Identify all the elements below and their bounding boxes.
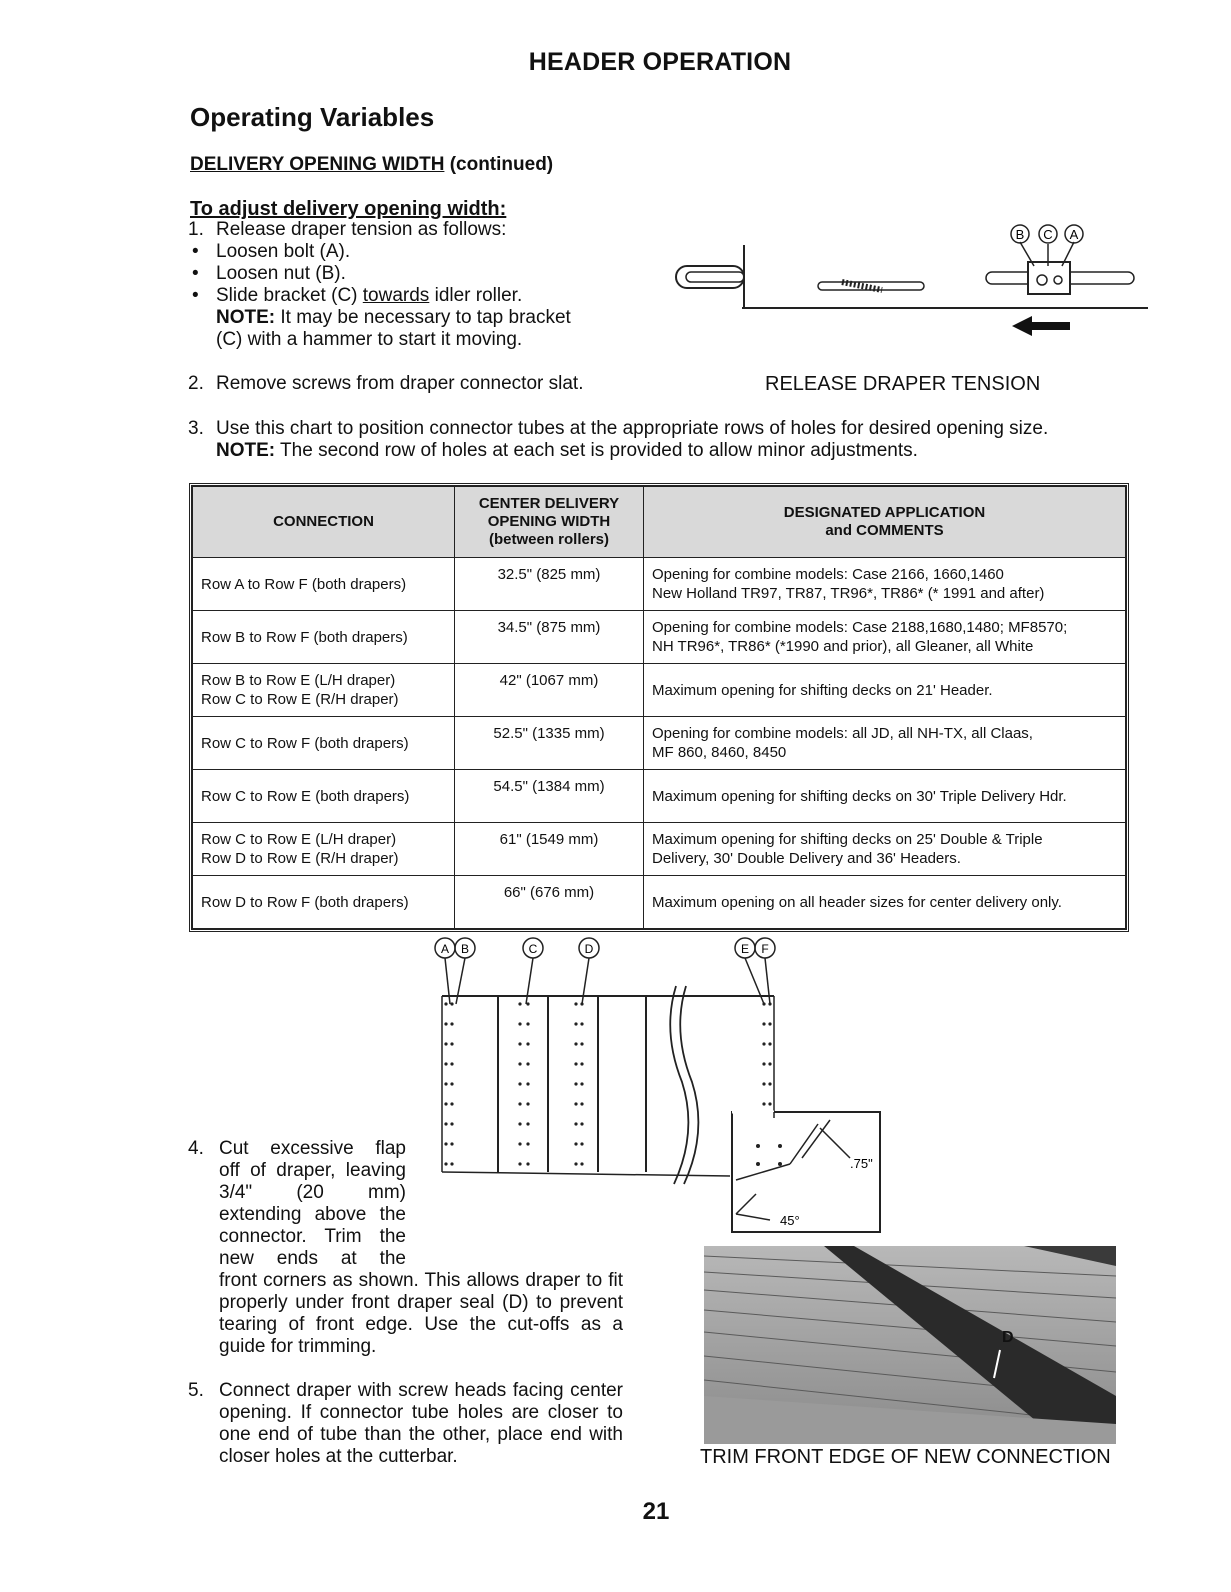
connection-cell	[193, 823, 455, 876]
note-label: NOTE:	[216, 307, 276, 328]
connector-hole	[518, 1062, 521, 1065]
application-cell	[644, 558, 1126, 611]
connector-hole	[762, 1082, 765, 1085]
step-4-rest: front corners as shown. This allows draper to fit properly under front draper seal (D) to prevent tearing of front edge. Use the cut-offs as a guide for trimming.	[219, 1270, 623, 1357]
step-1-note-line-2: (C) with a hammer to start it moving.	[216, 329, 523, 350]
application-cell	[644, 611, 1126, 664]
angle-label-75: .75"	[850, 1156, 873, 1171]
application-cell-line-1: Opening for combine models: Case 2166, 1660,1460	[652, 566, 1004, 583]
step-5-text: Connect draper with screw heads facing center opening. If connector tube holes are closer to one end of tube than the other, place end with closer holes at the cutterbar.	[219, 1380, 623, 1467]
connector-hole	[762, 1002, 765, 1005]
connector-hole	[574, 1082, 577, 1085]
procedure-title: To adjust delivery opening width:	[190, 198, 507, 220]
application-cell-line-1: Maximum opening for shifting decks on 30' Triple Delivery Hdr.	[652, 787, 1067, 805]
connection-cell-line-1: Row B to Row F (both drapers)	[201, 628, 408, 646]
step-5-number: 5.	[188, 1380, 204, 1401]
connection-cell	[193, 876, 455, 929]
bullet-icon: •	[192, 285, 199, 306]
step-1-bullet-3	[216, 285, 522, 307]
connection-cell-line-2: Row C to Row E (R/H draper)	[201, 691, 399, 708]
application-cell-line-2: NH TR96*, TR86* (*1990 and prior), all Gleaner, all White	[652, 638, 1034, 655]
connector-hole	[580, 1102, 583, 1105]
connector-hole	[768, 1042, 771, 1045]
label-c: C	[1043, 227, 1053, 242]
step-5	[188, 1380, 628, 1468]
connector-hole	[762, 1042, 765, 1045]
bullet-3-underlined: towards	[362, 285, 430, 306]
opening-width-cell	[455, 876, 644, 929]
connector-hole	[580, 1062, 583, 1065]
opening-width-cell-line-1: 61" (1549 mm)	[499, 831, 599, 848]
connector-hole	[768, 1082, 771, 1085]
connector-hole	[768, 1102, 771, 1105]
trim-photo	[704, 1246, 1116, 1444]
connector-hole	[580, 1022, 583, 1025]
connection-cell	[193, 770, 455, 823]
step-1-bullet-1: Loosen bolt (A).	[216, 241, 351, 262]
connector-hole	[450, 1082, 453, 1085]
connector-hole	[518, 1042, 521, 1045]
step-2-text: Remove screws from draper connector slat.	[216, 373, 584, 394]
connector-hole	[580, 1122, 583, 1125]
step-4-number: 4.	[188, 1138, 204, 1159]
angle-label-45: 45°	[780, 1213, 800, 1228]
connector-hole	[574, 1122, 577, 1125]
step-4-line-3: 3/4" (20 mm)	[219, 1182, 406, 1203]
connection-cell-line-1: Row A to Row F (both drapers)	[201, 575, 407, 593]
connection-cell	[193, 664, 455, 717]
connector-hole	[580, 1042, 583, 1045]
connection-cell	[193, 717, 455, 770]
step-4-line-4: extending above the	[219, 1204, 406, 1225]
connection-table	[192, 486, 1126, 929]
opening-width-cell-line-1: 52.5" (1335 mm)	[493, 725, 605, 742]
connector-hole	[518, 1022, 521, 1025]
step-1	[188, 219, 648, 351]
page-title: HEADER OPERATION	[528, 48, 792, 76]
step-4-line-6: new ends at the	[219, 1248, 406, 1269]
connector-hole	[518, 1082, 521, 1085]
connector-hole	[518, 1122, 521, 1125]
connector-hole	[450, 1062, 453, 1065]
header-application-line-1: DESIGNATED APPLICATION	[783, 504, 986, 521]
step-4	[188, 1138, 628, 1358]
connection-cell-line-1: Row C to Row F (both drapers)	[201, 734, 409, 752]
application-cell	[644, 664, 1126, 717]
table-header-row	[193, 487, 1126, 558]
step-3-number: 3.	[188, 418, 204, 439]
connection-cell-line-1: Row C to Row E (both drapers)	[201, 787, 410, 805]
application-cell-line-1: Opening for combine models: Case 2188,1680,1480; MF8570;	[652, 619, 1068, 636]
connection-cell-line-1: Row D to Row F (both drapers)	[201, 893, 409, 911]
connector-hole	[444, 1102, 447, 1105]
connection-cell-line-2: Row D to Row E (R/H draper)	[201, 850, 399, 867]
note-label: NOTE:	[216, 440, 276, 461]
figure-3-caption: TRIM FRONT EDGE OF NEW CONNECTION	[700, 1446, 1111, 1468]
bullet-icon: •	[192, 241, 199, 262]
connector-hole	[450, 1042, 453, 1045]
connector-hole	[518, 1002, 521, 1005]
release-tension-diagram	[672, 220, 1152, 360]
opening-width-cell	[455, 823, 644, 876]
figure-1-caption: RELEASE DRAPER TENSION	[765, 373, 1041, 395]
step-3	[188, 418, 1128, 462]
application-cell-line-1: Maximum opening for shifting decks on 25' Double & Triple	[652, 831, 1043, 848]
connection-cell-line-1: Row C to Row E (L/H draper)	[201, 831, 397, 848]
opening-width-cell-line-1: 34.5" (875 mm)	[497, 619, 601, 636]
connector-hole	[778, 1144, 782, 1148]
connector-hole	[778, 1162, 782, 1166]
opening-width-cell-line-1: 66" (676 mm)	[503, 884, 595, 901]
connector-hole	[444, 1042, 447, 1045]
connector-hole	[518, 1102, 521, 1105]
table-row	[193, 611, 1126, 664]
connector-hole	[580, 1082, 583, 1085]
step-4-line-1: Cut excessive flap	[219, 1138, 406, 1159]
opening-width-cell	[455, 664, 644, 717]
header-opening-width-line-1: CENTER DELIVERY	[478, 495, 620, 512]
table-row	[193, 558, 1126, 611]
label-e: E	[740, 942, 750, 956]
connector-hole	[526, 1082, 529, 1085]
connector-hole	[526, 1122, 529, 1125]
application-cell-line-1: Maximum opening on all header sizes for center delivery only.	[652, 893, 1062, 911]
connector-hole	[450, 1022, 453, 1025]
header-application-line-2: and COMMENTS	[825, 522, 944, 539]
subsection-suffix: (continued)	[449, 154, 554, 175]
connector-hole	[756, 1162, 760, 1166]
step-1-bullet-2: Loosen nut (B).	[216, 263, 346, 284]
application-cell-line-2: MF 860, 8460, 8450	[652, 744, 787, 761]
note-text: It may be necessary to tap bracket	[275, 307, 571, 328]
opening-width-cell	[455, 558, 644, 611]
opening-width-cell	[455, 717, 644, 770]
connector-hole	[574, 1042, 577, 1045]
header-opening-width-line-3: (between rollers)	[488, 531, 610, 548]
connector-hole	[574, 1062, 577, 1065]
connector-hole	[444, 1022, 447, 1025]
connector-hole	[444, 1082, 447, 1085]
bullet-icon: •	[192, 263, 199, 284]
connection-cell	[193, 611, 455, 664]
label-d: D	[584, 942, 594, 956]
connector-hole	[444, 1002, 447, 1005]
connector-hole	[756, 1144, 760, 1148]
label-f: F	[761, 942, 769, 956]
header-opening-width-line-2: OPENING WIDTH	[487, 513, 611, 530]
step-4-line-2: off of draper, leaving	[219, 1160, 406, 1181]
step-3-note	[216, 440, 918, 462]
step-4-line-5: connector. Trim the	[219, 1226, 406, 1247]
label-a: A	[440, 942, 450, 956]
opening-width-cell-line-1: 32.5" (825 mm)	[497, 566, 601, 583]
connector-hole	[762, 1022, 765, 1025]
label-b: B	[1015, 227, 1025, 242]
connection-cell-line-1: Row B to Row E (L/H draper)	[201, 672, 396, 689]
connector-hole	[526, 1022, 529, 1025]
section-title: Operating Variables	[190, 102, 435, 132]
connector-hole	[762, 1102, 765, 1105]
table-row	[193, 664, 1126, 717]
application-cell	[644, 717, 1126, 770]
application-cell-line-2: Delivery, 30' Double Delivery and 36' Headers.	[652, 850, 961, 867]
connector-hole	[526, 1062, 529, 1065]
header-opening-width	[455, 487, 644, 558]
connector-hole	[526, 1002, 529, 1005]
connector-hole	[450, 1102, 453, 1105]
application-cell-line-2: New Holland TR97, TR87, TR96*, TR86* (* 1991 and after)	[652, 585, 1045, 602]
bullet-3-post: idler roller.	[429, 285, 523, 306]
application-cell-line-1: Opening for combine models: all JD, all NH-TX, all Claas,	[652, 725, 1033, 742]
opening-width-cell-line-1: 42" (1067 mm)	[499, 672, 599, 689]
label-b: B	[460, 942, 470, 956]
bullet-3-pre: Slide bracket (C)	[216, 285, 363, 306]
subsection-title	[190, 154, 553, 176]
arrow-left-icon	[1012, 316, 1070, 336]
connector-hole	[768, 1062, 771, 1065]
connector-hole	[526, 1102, 529, 1105]
step-3-text: Use this chart to position connector tubes at the appropriate rows of holes for desired opening size.	[216, 418, 1049, 439]
label-c: C	[528, 942, 538, 956]
connector-hole	[768, 1022, 771, 1025]
step-2-number: 2.	[188, 373, 204, 394]
application-cell	[644, 770, 1126, 823]
opening-width-cell-line-1: 54.5" (1384 mm)	[493, 778, 605, 795]
step-1-number: 1.	[188, 219, 204, 240]
table-row	[193, 823, 1126, 876]
connector-hole	[450, 1002, 453, 1005]
connector-hole	[444, 1122, 447, 1125]
note-text: The second row of holes at each set is provided to allow minor adjustments.	[275, 440, 918, 461]
opening-width-cell	[455, 611, 644, 664]
application-cell	[644, 876, 1126, 929]
step-1-text: Release draper tension as follows:	[216, 219, 507, 240]
application-cell	[644, 823, 1126, 876]
header-application	[644, 487, 1126, 558]
connector-hole	[580, 1002, 583, 1005]
header-connection: CONNECTION	[193, 487, 455, 558]
connector-hole	[450, 1122, 453, 1125]
connection-cell	[193, 558, 455, 611]
connector-hole	[574, 1022, 577, 1025]
subsection-title-text: DELIVERY OPENING WIDTH	[190, 154, 445, 175]
connector-hole	[526, 1042, 529, 1045]
table-row	[193, 770, 1126, 823]
step-2	[188, 373, 688, 395]
connector-hole	[444, 1062, 447, 1065]
connector-hole	[574, 1102, 577, 1105]
connector-hole	[574, 1002, 577, 1005]
table-row	[193, 717, 1126, 770]
application-cell-line-1: Maximum opening for shifting decks on 21' Header.	[652, 681, 993, 699]
label-a: A	[1069, 227, 1079, 242]
step-1-note-line-1	[216, 307, 571, 329]
connector-hole	[762, 1062, 765, 1065]
opening-width-cell	[455, 770, 644, 823]
page-number: 21	[642, 1498, 670, 1525]
table-row	[193, 876, 1126, 929]
photo-label-d: D	[1002, 1329, 1014, 1346]
connector-hole	[768, 1002, 771, 1005]
connection-chart	[189, 483, 1129, 932]
